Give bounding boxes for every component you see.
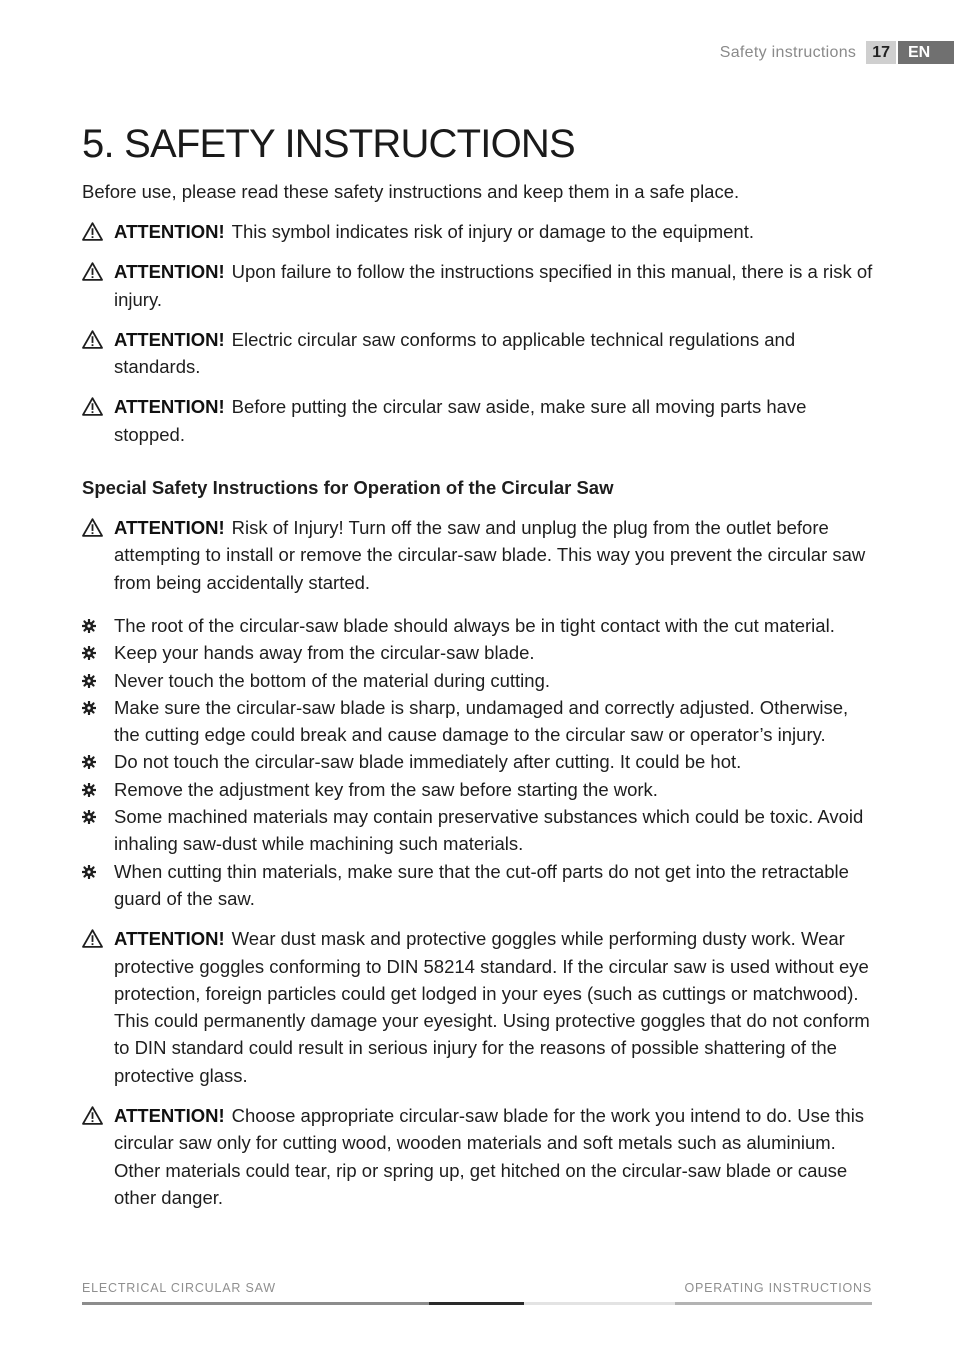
attention-label: ATTENTION! <box>114 1105 225 1127</box>
header-page-number: 17 <box>866 41 896 64</box>
list-item-text: Some machined materials may contain preservative substances which could be toxic. Avoid inhaling saw-dust while machining such materials. <box>114 806 864 855</box>
warning-item <box>82 925 874 1089</box>
list-item <box>82 776 874 803</box>
list-item-text: The root of the circular-saw blade should always be in tight contact with the cut material. <box>114 614 835 636</box>
list-item-text: Keep your hands away from the circular-saw blade. <box>114 642 535 664</box>
gear-bullet-icon <box>82 865 96 879</box>
warning-triangle-icon <box>82 262 103 281</box>
warnings-bottom <box>82 925 874 1211</box>
warning-item <box>82 258 874 313</box>
warning-triangle-icon <box>82 397 103 416</box>
section-subheading: Special Safety Instructions for Operation of the Circular Saw <box>82 477 614 499</box>
list-item-text: When cutting thin materials, make sure that the cut-off parts do not get into the retractable guard of the saw. <box>114 860 849 909</box>
gear-bullet-icon <box>82 783 96 797</box>
list-item-text: Remove the adjustment key from the saw before starting the work. <box>114 778 658 800</box>
gear-bullet-icon <box>82 755 96 769</box>
list-item-text: Make sure the circular-saw blade is sharp, undamaged and correctly adjusted. Otherwise, the cutting edge could break and cause damage to the circular saw or operator’s injury. <box>114 696 849 746</box>
list-item <box>82 667 874 694</box>
warnings-top <box>82 218 874 448</box>
list-item <box>82 748 874 775</box>
warning-item <box>82 1102 874 1211</box>
list-item-text: Do not touch the circular-saw blade immediately after cutting. It could be hot. <box>114 751 742 773</box>
warning-item <box>82 514 874 596</box>
list-item <box>82 858 874 913</box>
footer-bar-segment <box>429 1302 524 1305</box>
bullet-list <box>82 612 874 912</box>
footer-bar-segment <box>675 1302 872 1305</box>
gear-bullet-icon <box>82 619 96 633</box>
warning-text: Wear dust mask and protective goggles while performing dusty work. Wear protective goggles conforming to DIN 58214 standard. If the circular saw is used without eye protection, foreign particles could get lodged in your eyes (such as cuttings or matchwood). This could permanently damage your eyesight. Using protective goggles that do not conform to DIN standard could result in serious injury for the reasons of possible shattering of the protective glass. <box>114 928 870 1086</box>
list-item <box>82 639 874 666</box>
intro-text: Before use, please read these safety instructions and keep them in a safe place. <box>82 181 740 202</box>
footer-bar-segment <box>524 1302 675 1305</box>
list-item <box>82 803 874 858</box>
footer-doc-type: OPERATING INSTRUCTIONS <box>684 1281 872 1295</box>
warning-triangle-icon <box>82 222 103 241</box>
warning-triangle-icon <box>82 330 103 349</box>
warning-item <box>82 393 874 448</box>
footer-product-name: ELECTRICAL CIRCULAR SAW <box>82 1281 276 1295</box>
warning-triangle-icon <box>82 1106 103 1125</box>
warning-text: Risk of Injury! Turn off the saw and unplug the plug from the outlet before attempting to install or remove the circular-saw blade. This way you prevent the circular saw from being accidentally started. <box>114 517 866 593</box>
attention-label: ATTENTION! <box>114 517 225 539</box>
warning-text: This symbol indicates risk of injury or damage to the equipment. <box>231 221 754 242</box>
gear-bullet-icon <box>82 646 96 660</box>
list-item <box>82 612 874 639</box>
gear-bullet-icon <box>82 674 96 688</box>
attention-label: ATTENTION! <box>114 221 225 242</box>
list-item <box>82 694 874 749</box>
page-content <box>82 118 874 1211</box>
gear-bullet-icon <box>82 701 96 715</box>
warning-triangle-icon <box>82 929 103 948</box>
gear-bullet-icon <box>82 810 96 824</box>
attention-label: ATTENTION! <box>114 928 225 950</box>
warning-item <box>82 326 874 381</box>
warning-text: Upon failure to follow the instructions specified in this manual, there is a risk of injury. <box>114 261 873 310</box>
warning-text: Choose appropriate circular-saw blade for the work you intend to do. Use this circular saw only for cutting wood, wooden materials and soft metals such as aluminium. Other materials could tear, rip or spring up, get hitched on the circular-saw blade or cause other danger. <box>114 1105 865 1208</box>
attention-label: ATTENTION! <box>114 328 225 350</box>
warning-triangle-icon <box>82 518 103 537</box>
attention-label: ATTENTION! <box>114 396 225 418</box>
warning-item <box>82 218 874 245</box>
header-section-title: Safety instructions <box>719 43 857 61</box>
header-language-tab: EN <box>898 41 954 64</box>
attention-label: ATTENTION! <box>114 261 225 283</box>
warning-text: Electric circular saw conforms to applicable technical regulations and standards. <box>114 328 796 378</box>
list-item-text: Never touch the bottom of the material during cutting. <box>114 669 551 691</box>
page-header <box>720 41 954 64</box>
page-title: 5. SAFETY INSTRUCTIONS <box>82 122 575 166</box>
warning-text: Before putting the circular saw aside, make sure all moving parts have stopped. <box>114 396 807 445</box>
footer-bar-segment <box>82 1302 429 1305</box>
